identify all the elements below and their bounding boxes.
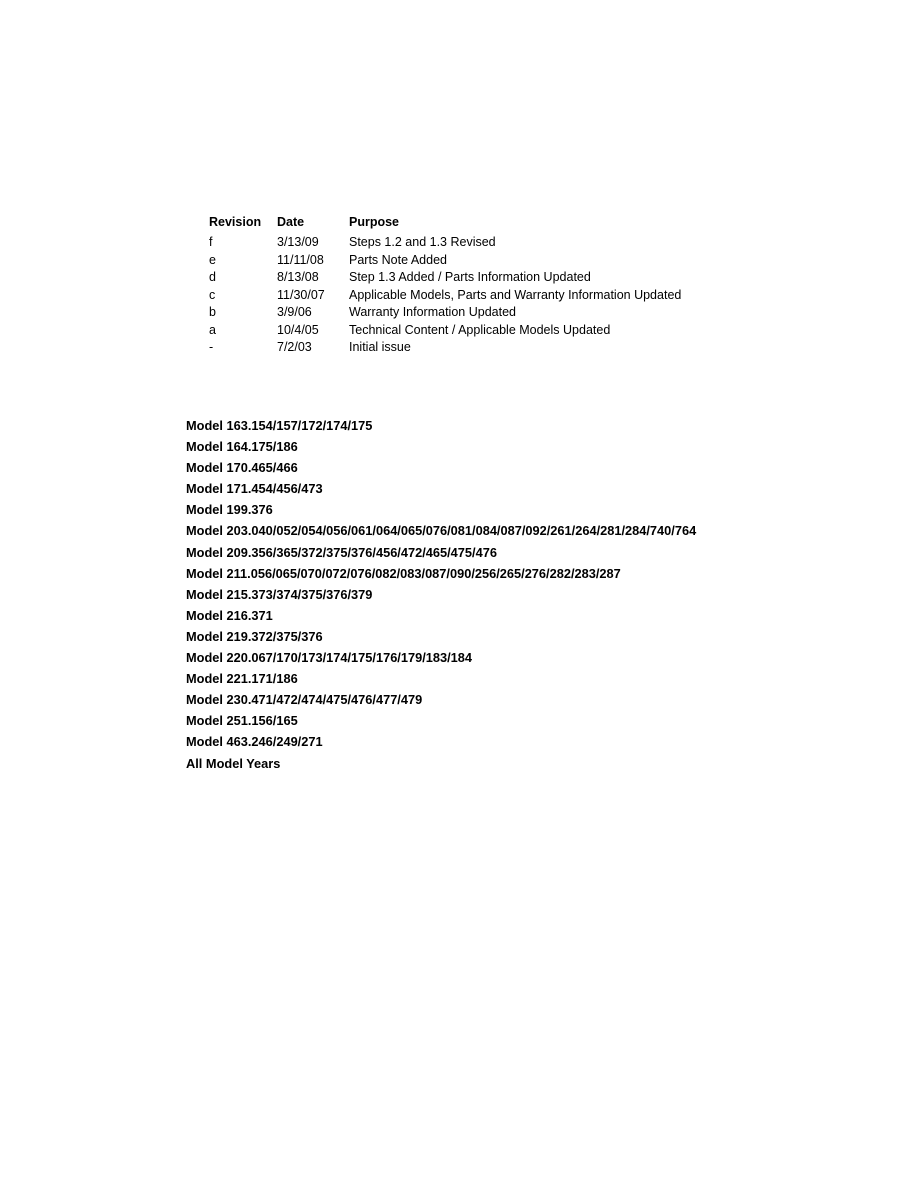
cell-purpose: Steps 1.2 and 1.3 Revised <box>349 235 496 249</box>
list-item: Model 199.376 <box>186 502 273 518</box>
list-item: Model 163.154/157/172/174/175 <box>186 418 373 433</box>
cell-revision: d <box>209 270 216 284</box>
table-row <box>209 286 681 304</box>
cell-date: 3/9/06 <box>277 305 312 319</box>
table-header-row <box>209 216 681 234</box>
list-item: All Model Years <box>186 755 281 771</box>
applicable-models-list <box>186 420 696 770</box>
list-item: Model 219.372/375/376 <box>186 628 323 644</box>
table-row <box>209 304 681 322</box>
cell-date: 10/4/05 <box>277 322 319 337</box>
table-row <box>209 234 681 252</box>
table-row <box>209 321 681 339</box>
cell-purpose: Applicable Models, Parts and Warranty Information Updated <box>349 287 682 302</box>
list-item: Model 211.056/065/070/072/076/082/083/087/090/256/265/276/282/283/287 <box>186 565 621 581</box>
list-item: Model 164.175/186 <box>186 439 298 455</box>
cell-revision: b <box>209 305 216 319</box>
cell-revision: c <box>209 287 216 302</box>
cell-date: 8/13/08 <box>277 270 319 284</box>
table-row <box>209 251 681 269</box>
revision-table-body <box>209 234 681 357</box>
cell-purpose: Technical Content / Applicable Models Updated <box>349 322 611 337</box>
list-item: Model 170.465/466 <box>186 460 298 476</box>
list-item: Model 209.356/365/372/375/376/456/472/465/475/476 <box>186 544 497 560</box>
list-item: Model 203.040/052/054/056/061/064/065/076/081/084/087/092/261/264/281/284/740/764 <box>186 523 697 539</box>
list-item: Model 463.246/249/271 <box>186 734 323 750</box>
column-header-date: Date <box>277 215 305 229</box>
cell-date: 7/2/03 <box>277 340 312 354</box>
cell-purpose: Warranty Information Updated <box>349 305 516 319</box>
cell-revision: - <box>209 340 214 354</box>
cell-purpose: Step 1.3 Added / Parts Information Updated <box>349 270 591 284</box>
cell-purpose: Parts Note Added <box>349 252 447 267</box>
cell-date: 11/30/07 <box>277 287 325 302</box>
list-item: Model 220.067/170/173/174/175/176/179/183/184 <box>186 650 473 666</box>
list-item: Model 230.471/472/474/475/476/477/479 <box>186 692 423 708</box>
cell-revision: f <box>209 235 213 249</box>
list-item: Model 171.454/456/473 <box>186 481 323 497</box>
cell-revision: e <box>209 252 216 267</box>
cell-revision: a <box>209 322 216 337</box>
list-item: Model 221.171/186 <box>186 671 298 687</box>
list-item: Model 216.371 <box>186 607 273 623</box>
list-item: Model 251.156/165 <box>186 713 298 729</box>
cell-purpose: Initial issue <box>349 340 411 354</box>
revision-history-table <box>209 216 681 356</box>
column-header-purpose: Purpose <box>349 215 400 229</box>
table-row <box>209 339 681 357</box>
cell-date: 3/13/09 <box>277 235 319 249</box>
revision-table-header <box>209 216 681 234</box>
list-item: Model 215.373/374/375/376/379 <box>186 586 373 602</box>
table-row <box>209 269 681 287</box>
cell-date: 11/11/08 <box>277 252 324 267</box>
column-header-revision: Revision <box>209 215 262 229</box>
